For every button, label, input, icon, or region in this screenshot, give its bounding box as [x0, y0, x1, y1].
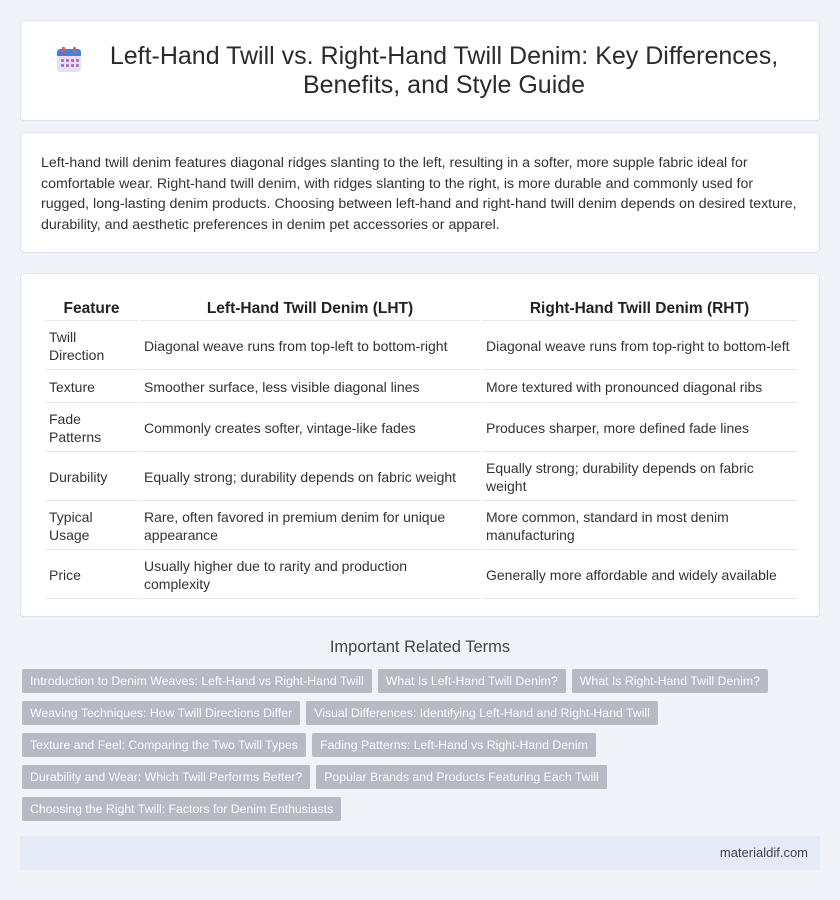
- related-term-tag[interactable]: What Is Right-Hand Twill Denim?: [572, 669, 768, 693]
- table-cell-feature: Typical Usage: [45, 503, 138, 550]
- related-term-tag[interactable]: Durability and Wear: Which Twill Performs Better?: [22, 765, 310, 789]
- related-term-tag[interactable]: Choosing the Right Twill: Factors for Denim Enthusiasts: [22, 797, 341, 821]
- related-term-tag[interactable]: Fading Patterns: Left-Hand vs Right-Hand Denim: [312, 733, 596, 757]
- table-cell-rht: Produces sharper, more defined fade lines: [482, 405, 797, 452]
- table-row: [45, 503, 797, 550]
- header-feature: Feature: [45, 296, 138, 321]
- title-card: [20, 20, 820, 121]
- table-cell-lht: Rare, often favored in premium denim for unique appearance: [140, 503, 480, 550]
- title-wrap: [56, 42, 784, 100]
- related-term-tag[interactable]: Weaving Techniques: How Twill Directions Differ: [22, 701, 300, 725]
- related-term-tag[interactable]: Visual Differences: Identifying Left-Hand and Right-Hand Twill: [306, 701, 658, 725]
- table-cell-rht: Generally more affordable and widely available: [482, 552, 797, 599]
- table-cell-lht: Diagonal weave runs from top-left to bottom-right: [140, 323, 480, 370]
- table-cell-lht: Usually higher due to rarity and production complexity: [140, 552, 480, 599]
- table-cell-lht: Equally strong; durability depends on fabric weight: [140, 454, 480, 501]
- comparison-table: [43, 294, 799, 601]
- table-row: [45, 454, 797, 501]
- table-row: [45, 405, 797, 452]
- table-cell-feature: Price: [45, 552, 138, 599]
- table-cell-lht: Commonly creates softer, vintage-like fades: [140, 405, 480, 452]
- intro-paragraph: Left-hand twill denim features diagonal ridges slanting to the left, resulting in a softer, more supple fabric ideal for comfortable wear. Right-hand twill denim, with ridges slanting to the right, is more durable and commonly used for rugged, long-lasting denim products. Choosing between left-hand and right-hand twill denim depends on desired texture, durability, and aesthetic preferences in denim pet accessories or apparel.: [41, 155, 797, 233]
- table-row: [45, 323, 797, 370]
- calendar-icon: [56, 47, 82, 73]
- table-cell-feature: Texture: [45, 372, 138, 403]
- related-terms-list: [22, 669, 802, 829]
- table-cell-rht: Equally strong; durability depends on fabric weight: [482, 454, 797, 501]
- table-cell-rht: More textured with pronounced diagonal ribs: [482, 372, 797, 403]
- footer-site-link[interactable]: materialdif.com: [719, 845, 808, 860]
- related-term-tag[interactable]: Texture and Feel: Comparing the Two Twill Types: [22, 733, 306, 757]
- related-term-tag[interactable]: Popular Brands and Products Featuring Each Twill: [316, 765, 607, 789]
- table-header-row: [45, 296, 797, 321]
- table-cell-feature: Durability: [45, 454, 138, 501]
- table-row: [45, 372, 797, 403]
- page-title: Left-Hand Twill vs. Right-Hand Twill Denim: Key Differences, Benefits, and Style Guide: [109, 41, 779, 99]
- comparison-table-card: [20, 273, 820, 617]
- table-cell-feature: Twill Direction: [45, 323, 138, 370]
- table-cell-lht: Smoother surface, less visible diagonal lines: [140, 372, 480, 403]
- related-terms-title: Important Related Terms: [329, 638, 511, 656]
- footer: [20, 836, 820, 870]
- header-rht: Right-Hand Twill Denim (RHT): [482, 296, 797, 321]
- table-cell-rht: More common, standard in most denim manufacturing: [482, 503, 797, 550]
- table-row: [45, 552, 797, 599]
- header-lht: Left-Hand Twill Denim (LHT): [140, 296, 480, 321]
- related-term-tag[interactable]: Introduction to Denim Weaves: Left-Hand vs Right-Hand Twill: [22, 669, 372, 693]
- table-cell-rht: Diagonal weave runs from top-right to bottom-left: [482, 323, 797, 370]
- table-cell-feature: Fade Patterns: [45, 405, 138, 452]
- intro-card: [20, 132, 820, 253]
- related-term-tag[interactable]: What Is Left-Hand Twill Denim?: [378, 669, 566, 693]
